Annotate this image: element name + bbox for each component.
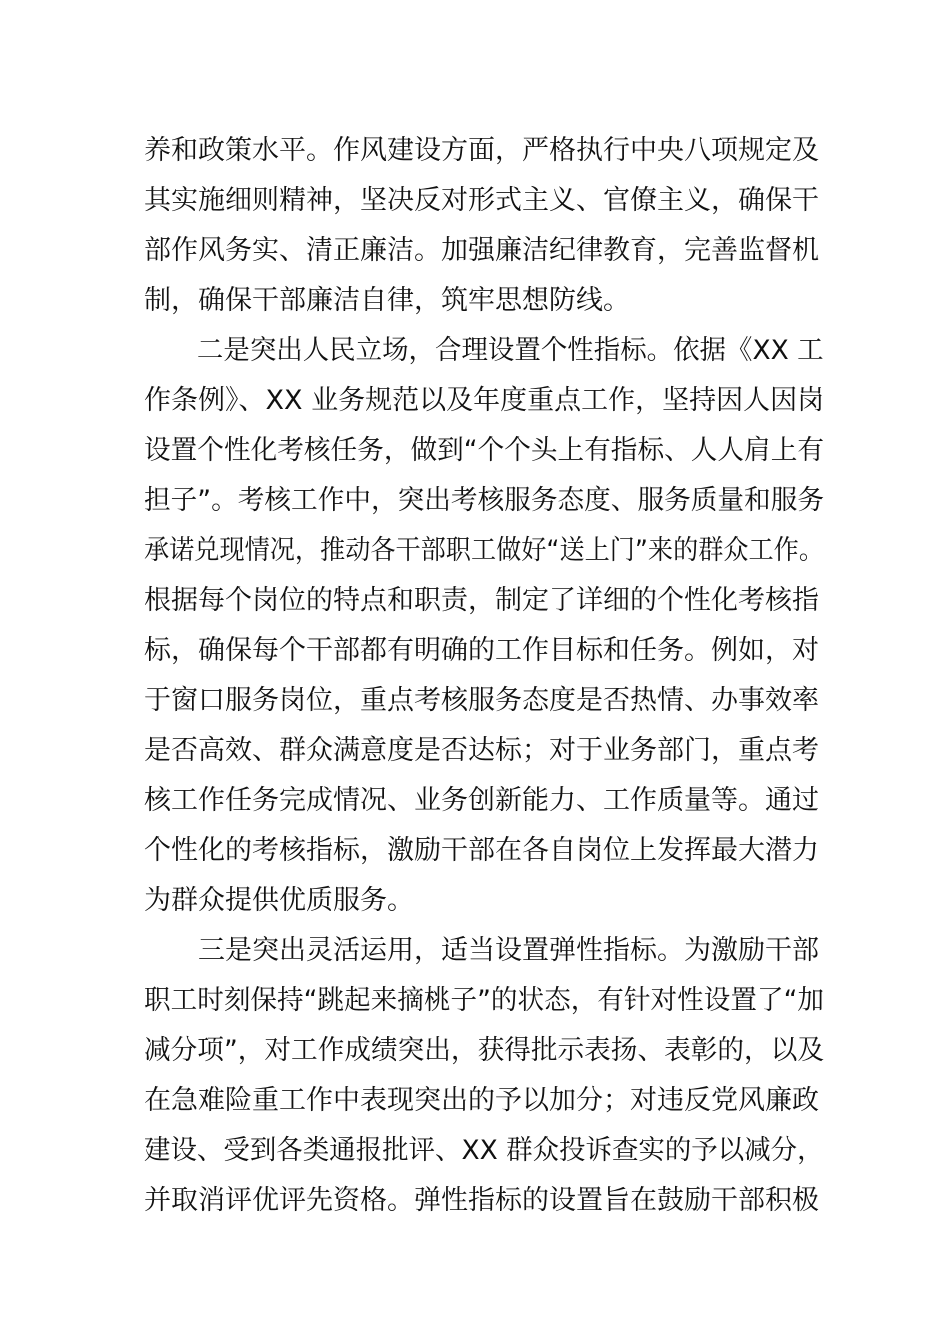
text-line: 制，确保干部廉洁自律，筑牢思想防线。 (144, 285, 630, 316)
text-line: 其实施细则精神，坚决反对形式主义、官僚主义，确保干 (144, 185, 819, 216)
text-line: 核工作任务完成情况、业务创新能力、工作质量等。通过 (144, 785, 819, 816)
text-line: 担子”。考核工作中，突出考核服务态度、服务质量和服务 (144, 485, 824, 516)
body-text (144, 126, 824, 1226)
text-line: 根据每个岗位的特点和职责，制定了详细的个性化考核指 (144, 585, 819, 616)
text-line: 设置个性化考核任务，做到“个个头上有指标、人人肩上有 (144, 435, 824, 466)
text-line: 三是突出灵活运用，适当设置弹性指标。为激励干部 (144, 935, 819, 966)
text-line: 标，确保每个干部都有明确的工作目标和任务。例如，对 (144, 635, 819, 666)
text-line: 是否高效、群众满意度是否达标；对于业务部门，重点考 (144, 735, 819, 766)
text-line: 于窗口服务岗位，重点考核服务态度是否热情、办事效率 (144, 685, 819, 716)
text-line: 减分项”，对工作成绩突出，获得批示表扬、表彰的，以及 (144, 1035, 824, 1066)
text-line: 养和政策水平。作风建设方面，严格执行中央八项规定及 (144, 135, 819, 166)
text-line: 作条例》、XX 业务规范以及年度重点工作，坚持因人因岗 (144, 385, 825, 416)
text-line: 建设、受到各类通报批评、XX 群众投诉查实的予以减分， (144, 1135, 824, 1166)
text-line: 个性化的考核指标，激励干部在各自岗位上发挥最大潜力 (144, 835, 819, 866)
text-line: 职工时刻保持“跳起来摘桃子”的状态，有针对性设置了“加 (144, 985, 824, 1016)
text-line: 二是突出人民立场，合理设置个性指标。依据《XX 工 (144, 335, 824, 366)
text-line: 部作风务实、清正廉洁。加强廉洁纪律教育，完善监督机 (144, 235, 819, 266)
text-line: 为群众提供优质服务。 (144, 885, 414, 916)
text-line: 在急难险重工作中表现突出的予以加分；对违反党风廉政 (144, 1085, 819, 1116)
text-line: 并取消评优评先资格。弹性指标的设置旨在鼓励干部积极 (144, 1185, 819, 1216)
text-line: 承诺兑现情况，推动各干部职工做好“送上门”来的群众工作。 (144, 535, 824, 566)
